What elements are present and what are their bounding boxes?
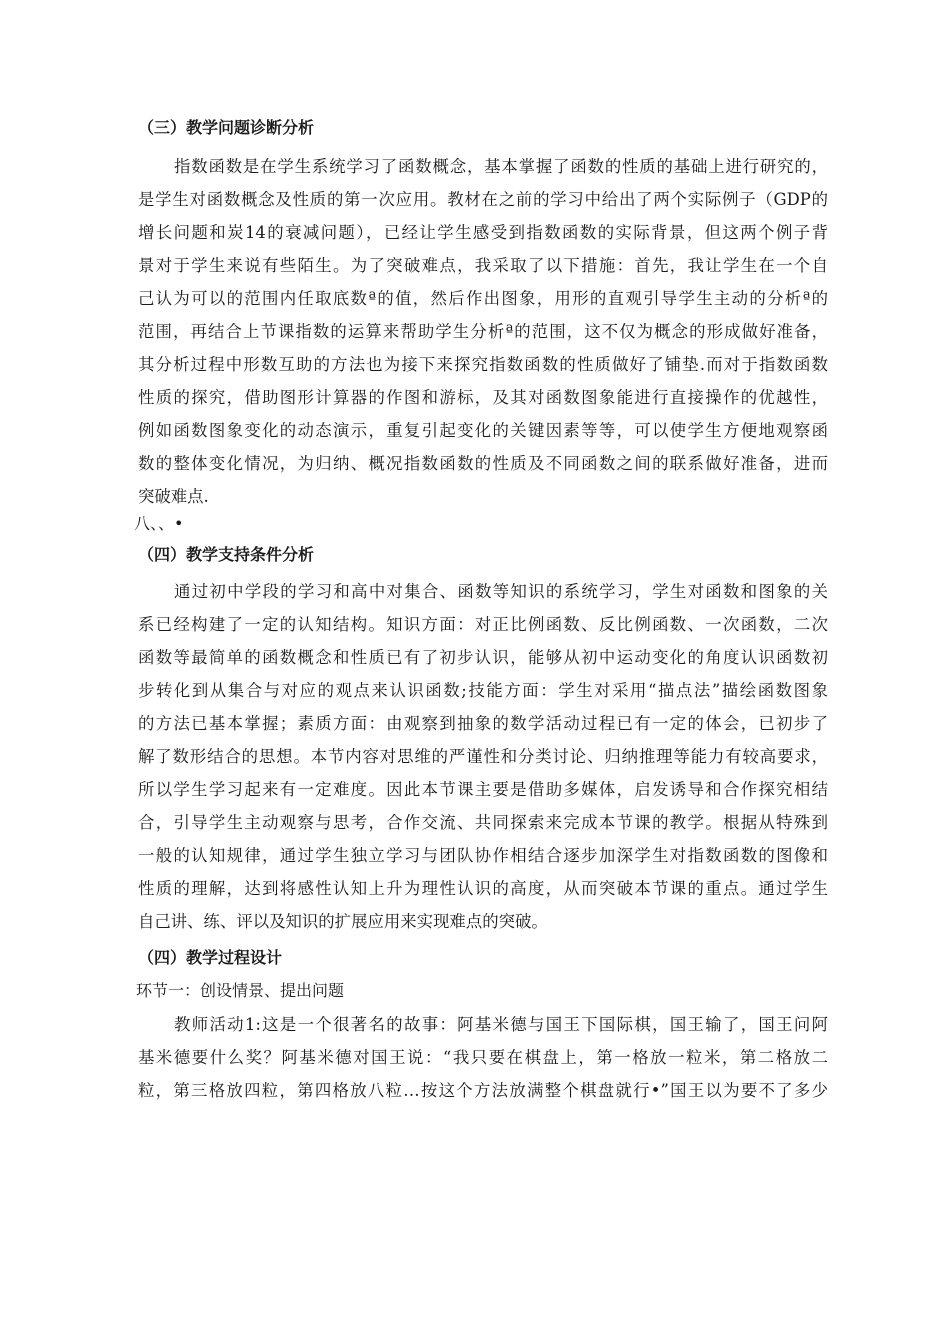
text-line: 解了数形结合的思想。本节内容对思维的严谨性和分类讨论、归纳推理等能力有较高要求，: [138, 747, 828, 766]
subheading-step-one: 环节一：创设情景、提出问题: [136, 981, 345, 1000]
text-line: 合，引导学生主动观察与思考，合作交流、共同探索来完成本节课的教学。根据从特殊到: [138, 813, 828, 832]
text-line: 的方法已基本掌握；素质方面：由观察到抽象的数学活动过程已有一定的体会，已初步了: [138, 714, 828, 733]
text-line: 教师活动1:这是一个很著名的故事：阿基米德与国王下国际棋，国王输了，国王问阿: [174, 1015, 828, 1034]
document-body: [134, 112, 828, 1107]
text-line: 指数函数是在学生系统学习了函数概念，基本掌握了函数的性质的基础上进行研究的，: [174, 157, 828, 176]
text-line: 增长问题和炭14的衰减问题），已经让学生感受到指数函数的实际背景，但这两个例子背: [138, 223, 828, 242]
text-line: 步转化到从集合与对应的观点来认识函数;技能方面：学生对采用“描点法”描绘函数图象: [138, 681, 828, 700]
text-line: 范围，再结合上节课指数的运算来帮助学生分析ª的范围，这不仅为概念的形成做好准备，: [138, 322, 828, 341]
paragraph-process: [138, 1008, 828, 1107]
stray-text: 八、、•: [134, 514, 184, 533]
text-line: 粒，第三格放四粒，第四格放八粒…按这个方法放满整个棋盘就行•”国王以为要不了多少: [138, 1081, 828, 1100]
text-line: 基米德要什么奖？阿基米德对国王说：“我只要在棋盘上，第一格放一粒米，第二格放二: [138, 1048, 828, 1067]
text-line: 例如函数图象变化的动态演示，重复引起变化的关键因素等等，可以使学生方便地观察函: [138, 421, 828, 440]
text-line: 所以学生学习起来有一定难度。因此本节课主要是借助多媒体，启发诱导和合作探究相结: [138, 780, 828, 799]
paragraph-support: [138, 575, 828, 938]
section-heading-process: （四）教学过程设计: [138, 948, 283, 967]
text-line: 系已经构建了一定的认知结构。知识方面：对正比例函数、反比例函数、一次函数，二次: [138, 615, 828, 634]
text-line: 性质的探究，借助图形计算器的作图和游标，及其对函数图象能进行直接操作的优越性，: [138, 388, 828, 407]
section-heading-diagnosis: （三）教学问题诊断分析: [138, 118, 315, 137]
text-line: 性质的理解，达到将感性认知上升为理性认识的高度，从而突破本节课的重点。通过学生: [138, 879, 828, 898]
text-line: 景对于学生来说有些陌生。为了突破难点，我采取了以下措施：首先，我让学生在一个自: [138, 256, 828, 275]
text-line: 通过初中学段的学习和高中对集合、函数等知识的系统学习，学生对函数和图象的关: [174, 582, 828, 601]
text-line: 函数等最简单的函数概念和性质已有了初步认识，能够从初中运动变化的角度认识函数初: [138, 648, 828, 667]
text-line: 其分析过程中形数互助的方法也为接下来探究指数函数的性质做好了铺垫.而对于指数函数: [138, 355, 828, 374]
text-line: 突破难点.: [138, 487, 209, 506]
text-line: 自己讲、练、评以及知识的扩展应用来实现难点的突破。: [138, 912, 548, 931]
paragraph-diagnosis: [138, 150, 828, 513]
section-heading-support: （四）教学支持条件分析: [138, 545, 315, 564]
text-line: 数的整体变化情况，为归纳、概况指数函数的性质及不同函数之间的联系做好准备，进而: [138, 454, 828, 473]
text-line: 一般的认知规律，通过学生独立学习与团队协作相结合逐步加深学生对指数函数的图像和: [138, 846, 828, 865]
text-line: 是学生对函数概念及性质的第一次应用。教材在之前的学习中给出了两个实际例子（GDP的: [138, 190, 828, 209]
text-line: 己认为可以的范围内任取底数ª的值，然后作出图象，用形的直观引导学生主动的分析ª的: [138, 289, 828, 308]
